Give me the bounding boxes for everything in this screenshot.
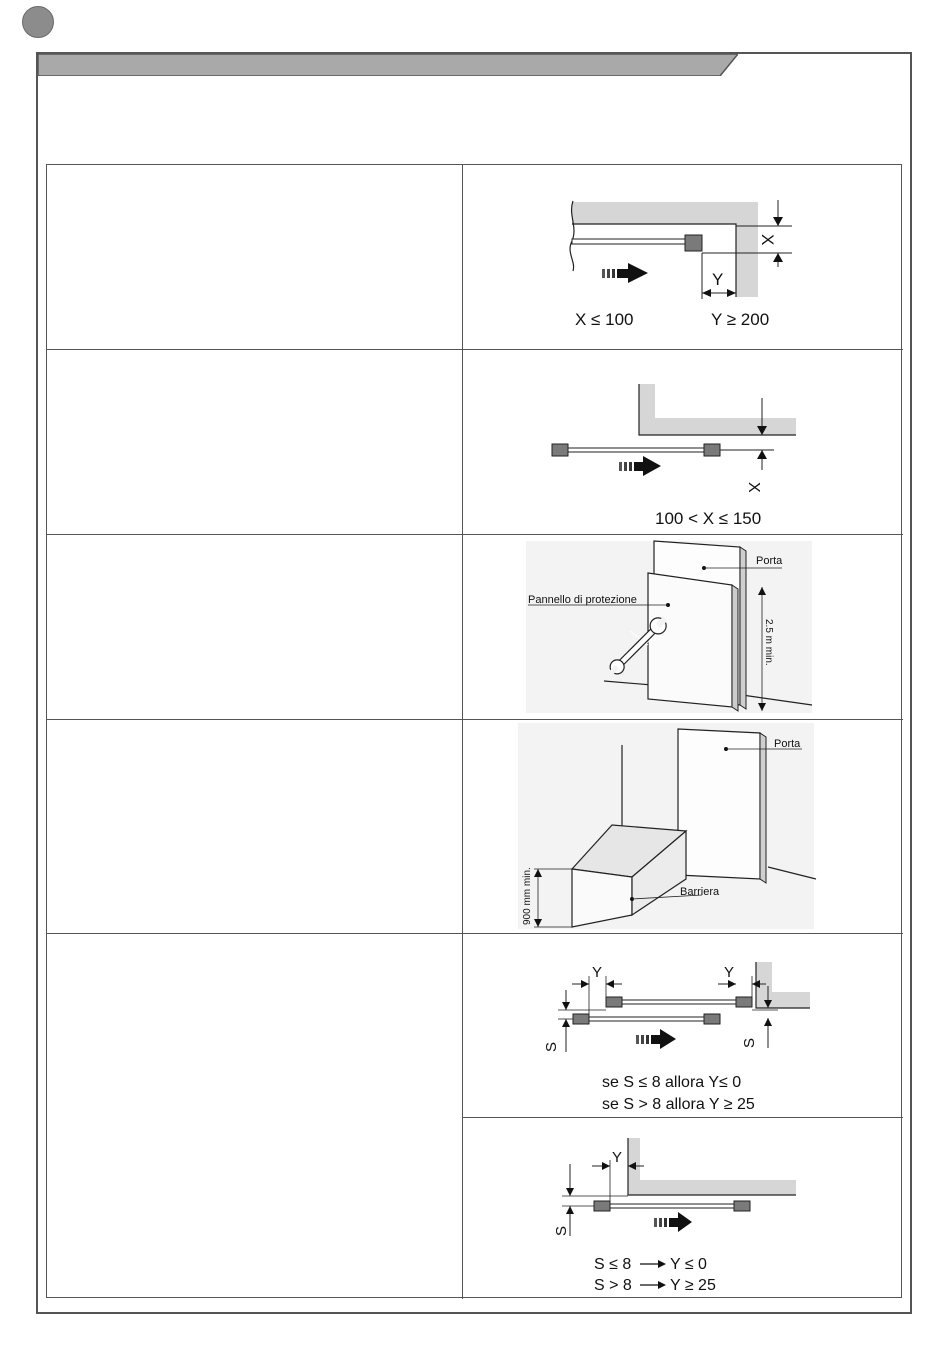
- fig6-rule1-right: Y ≤ 0: [670, 1256, 707, 1273]
- fig6-rule2-right: Y ≥ 25: [670, 1277, 716, 1294]
- fig3-label-panel: Pannello di protezione: [528, 594, 637, 606]
- fig5-caption-2: se S > 8 allora Y ≥ 25: [602, 1096, 755, 1113]
- fig4-label-barrier: Barriera: [680, 886, 720, 898]
- figure-corner-clearance: [462, 165, 900, 348]
- figure-wall-gap: [462, 350, 900, 533]
- fig5-caption-1: se S ≤ 8 allora Y≤ 0: [602, 1074, 742, 1091]
- section-badge-icon: [22, 6, 54, 38]
- figure-double-door-overlap: [462, 934, 900, 1116]
- fig1-x-label: X: [758, 234, 777, 246]
- row-1-description: [55, 173, 455, 343]
- fig5-s-left: S: [543, 1041, 560, 1052]
- fig5-y-left: Y: [592, 964, 603, 981]
- section-banner: [38, 54, 738, 76]
- fig3-label-height: 2.5 m min.: [763, 619, 774, 666]
- section-intro: [50, 90, 890, 150]
- figure-protection-panel: [462, 535, 900, 717]
- figure-single-door-overlap: [462, 1118, 900, 1296]
- fig1-caption-left: X ≤ 100: [575, 310, 634, 329]
- fig1-y-label: Y: [712, 270, 724, 289]
- fig6-rule1-left: S ≤ 8: [594, 1256, 632, 1273]
- fig6-s-label: S: [553, 1225, 570, 1236]
- fig4-label-door: Porta: [774, 738, 801, 750]
- fig1-caption-right: Y ≥ 200: [711, 310, 770, 329]
- fig2-caption: 100 < X ≤ 150: [655, 509, 762, 528]
- row-3-description: [55, 542, 455, 712]
- fig4-label-height: 900 mm min.: [522, 867, 533, 925]
- fig5-y-right: Y: [724, 964, 735, 981]
- row-5-description: [55, 941, 455, 1291]
- fig5-s-right: S: [741, 1037, 758, 1048]
- fig6-rule2-left: S > 8: [594, 1277, 632, 1294]
- fig6-y-label: Y: [612, 1149, 623, 1166]
- fig3-label-door: Porta: [756, 555, 783, 567]
- row-4-description: [55, 727, 455, 927]
- figure-barrier: [462, 719, 900, 931]
- row-2-description: [55, 357, 455, 527]
- fig2-x-label: X: [745, 482, 762, 493]
